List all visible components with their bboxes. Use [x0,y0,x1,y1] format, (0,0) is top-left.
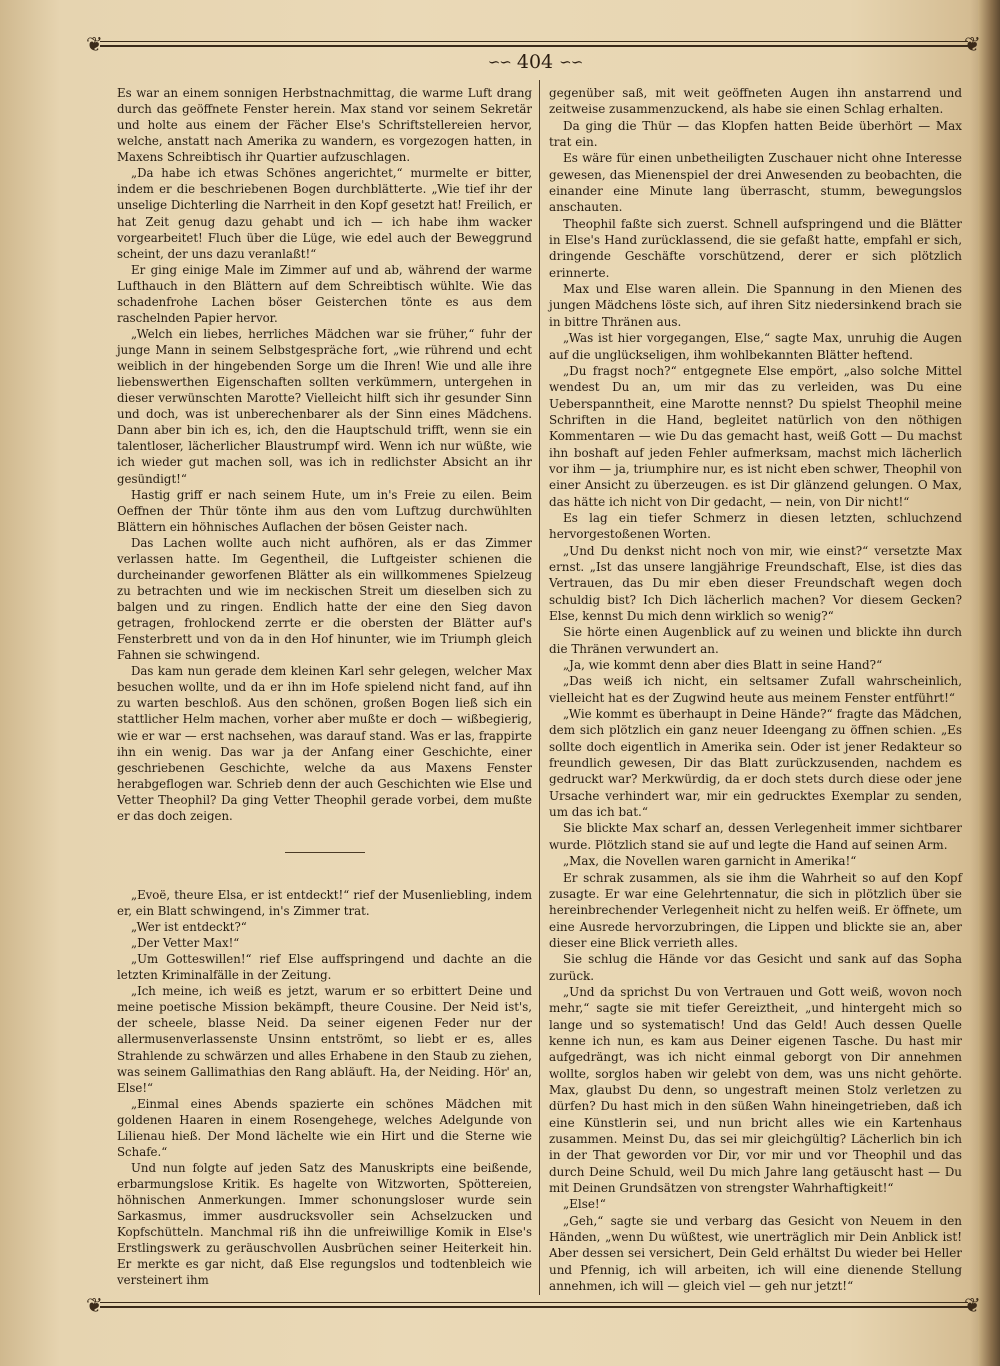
column-divider [539,80,540,1295]
paragraph: Sie hörte einen Augenblick auf zu weinen und blickte ihn durch die Thränen verwundert an. [549,625,962,656]
paragraph: „Was ist hier vorgegangen, Else,“ sagte Max, unruhig die Augen auf die unglückseligen, ihm wohlbekannten Blätter heftend. [549,331,962,362]
paragraph: „Wer ist entdeckt?“ [131,920,247,934]
paragraph: Und nun folgte auf jeden Satz des Manuskripts eine beißende, erbarmungslose Kritik. Es hagelte von Witzworten, Spöttereien, höhnischen Anmerkungen. Immer schonungsloser wurde sein Sarkasmus, immer ausdrucksvoller sein Achselzucken und Kopfschütteln. Manchmal riß ihn die unfreiwillige Komik in Else's Erstlingswerk zu geräuschvollen Ausbrüchen seiner Heiterkeit hin. Er merkte es gar nicht, daß Else regungslos und todtenbleich wie versteinert ihm [117,1160,532,1288]
corner-ornament-icon: ❦ [964,32,981,56]
paragraph: „Ja, wie kommt denn aber dies Blatt in seine Hand?“ [563,658,883,673]
paragraph: Da ging die Thür — das Klopfen hatten Beide überhört — Max trat ein. [549,118,962,150]
paragraph: „Und Du denkst nicht noch von mir, wie einst?“ versetzte Max ernst. „Ist das unsere langjährige Freundschaft, Else, ist dies das Vertrauen, das Du mir eben dieser Freundschaft wegen doch schuldig bist? Ich Dich lächerlich machen? Vor diesem Gecken? Else, kennst Du mich denn wirklich so wenig?“ [549,543,962,623]
left-column [117,85,532,1288]
top-border-rule-thick [100,45,968,47]
paragraph: „Da habe ich etwas Schönes angerichtet,“ murmelte er bitter, indem er die beschriebenen Bogen durchblätterte. „Wie tief ihr der unselige Dichterling die Narrheit in den Kopf gesetzt hat! Freilich, er hat Zeit genug dazu gehabt und ich — ich habe ihm wacker vorgearbeitet! Fluch über die Lüge, wie edel auch der Beweggrund scheint, der uns dazu veranlaßt!“ [117,166,532,261]
swirl-ornament-icon: ∽∽ [559,53,583,71]
bottom-border-rule [100,1302,968,1303]
paragraph: „Und da sprichst Du von Vertrauen und Gott weiß, wovon noch mehr,“ sagte sie mit tiefer Gereiztheit, „und hintergeht mich so lange und so systematisch! Und das Geld! Auch dessen Quelle kenne ich nun, es kam aus Deiner eigenen Tasche. Du hast mir aufgedrängt, was ich nicht einmal geborgt von Dir annehmen wollte, sorglos haben wir gelebt von dem, was uns nicht gehörte. Max, glaubst Du denn, so ungestraft meinen Stolz verletzen zu dürfen? Du hast mich in den süßen Wahn hineingetrieben, daß ich eine Künstlerin sei, und nun bricht alles wie ein Kartenhaus zusammen. Meinst Du, das sei mir gleichgültig? Lächerlich bin ich in der That geworden vor Dir, vor mir und vor Theophil und das durch Deine Schuld, weil Du mich Jahre lang getäuscht hast — Du mit Deinen Grundsätzen von strengster Wahrhaftigkeit!“ [549,984,962,1196]
corner-ornament-icon: ❦ [86,1293,103,1317]
paragraph: „Geh,“ sagte sie und verbarg das Gesicht von Neuem in den Händen, „wenn Du wüßtest, wie unerträglich mir Dein Anblick ist! Aber dessen sei versichert, Dein Geld erhältst Du wieder bei Heller und Pfennig, ich will arbeiten, ich will eine dienende Stellung annehmen, ich will — gleich viel — geh nur jetzt!“ [549,1213,962,1294]
paragraph: „Welch ein liebes, herrliches Mädchen war sie früher,“ fuhr der junge Mann in seinem Selbstgespräche fort, „wie rührend und echt weiblich in der hingebenden Sorge um die Ihren! Wie und alle ihre liebenswerthen Eigenschaften sollten verkümmern, untergehen in dieser verwünschten Marotte? Vielleicht hilft sich ihr gesunder Sinn und doch, was ist unberechenbarer als der Sinn eines Mädchens. Dann aber bin ich es, ich, den die Hauptschuld trifft, wenn sie ein talentloser, lächerlicher Blaustrumpf wird. Wenn ich nur wüßte, wie ich wieder gut machen soll, was ich in redlichster Absicht an ihr gesündigt!“ [117,326,532,486]
paragraph: Es lag ein tiefer Schmerz in diesen letzten, schluchzend hervorgestoßenen Worten. [549,510,962,542]
paragraph: Das kam nun gerade dem kleinen Karl sehr gelegen, welcher Max besuchen wollte, und da er ihn im Hofe spielend nicht fand, auf ihn zu warten beschloß. Aus den schönen, großen Bogen ließ sich ein stattlicher Helm machen, vorher aber mußte er doch — wißbegierig, wie er war — erst nachsehen, was darauf stand. Was er las, frappirte ihn ein wenig. Das war ja der Anfang einer Geschichte, einer geschriebenen Geschichte, welche da aus Maxens Fenster herabgeflogen war. Schrieb denn der auch Geschichten wie Else und Vetter Theophil? Da ging Vetter Theophil gerade vorbei, dem mußte er das doch zeigen. [117,664,532,823]
paragraph: „Ich meine, ich weiß es jetzt, warum er so erbittert Deine und meine poetische Mission bekämpft, theure Cousine. Der Neid ist's, der scheele, blasse Neid. Da seiner eigenen Feder nur der allermusenverlassenste Unsinn entströmt, so liebt er es, alles Strahlende zu schwärzen und alles Erhabene in den Staub zu ziehen, was seinem Gallimathias den Rang abläuft. Ha, der Neiding. Hör' an, Else!“ [117,984,532,1095]
right-column [549,85,962,1294]
paragraph: Es wäre für einen unbetheiligten Zuschauer nicht ohne Interesse gewesen, das Mienenspiel der drei Anwesenden zu beobachten, die einander eine Minute lang überrascht, stumm, bewegungslos anschauten. [549,151,962,215]
paragraph: Max und Else waren allein. Die Spannung in den Mienen des jungen Mädchens löste sich, auf ihren Sitz niedersinkend brach sie in bittre Thränen aus. [549,282,962,329]
bottom-border-rule-thick [100,1306,968,1308]
corner-ornament-icon: ❦ [964,1293,981,1317]
paragraph: Er ging einige Male im Zimmer auf und ab, während der warme Lufthauch in den Blättern auf dem Schreibtisch wühlte. Wie das schadenfrohe Lachen böser Geisterchen tönte es aus dem raschelnden Papier hervor. [117,262,532,325]
paragraph: „Das weiß ich nicht, ein seltsamer Zufall wahrscheinlich, vielleicht hat es der Zugwind heute aus meinem Fenster entführt!“ [549,674,962,705]
paragraph: Er schrak zusammen, als sie ihm die Wahrheit so auf den Kopf zusagte. Er war eine Gelehrtennatur, die sich in plötzlich über sie hereinbrechender Verlegenheit nicht zu helfen weiß. Er öffnete, um eine Ausrede hervorzubringen, die Lippen und blickte sie an, aber dieser eine Blick verrieth alles. [549,870,962,950]
paragraph: „Evoë, theure Elsa, er ist entdeckt!“ rief der Musenliebling, indem er, ein Blatt schwingend, in's Zimmer trat. [117,887,532,918]
page-header [470,50,600,74]
paragraph: Theophil faßte sich zuerst. Schnell aufspringend und die Blätter in Else's Hand zurücklassend, die sie gefaßt hatte, empfahl er sich, dringende Geschäfte vorschützend, derer er sich plötzlich erinnerte. [549,216,962,280]
paragraph: „Else!“ [563,1197,606,1212]
paragraph: „Du fragst noch?“ entgegnete Else empört, „also solche Mittel wendest Du an, um mir das zu verleiden, was Du eine Ueberspanntheit, eine Marotte nennst? Du spielst Theophil meine Schriften in die Hand, begleitet natürlich von den nöthigen Kommentaren — wie Du das gemacht hast, weiß Gott — Du machst ihn boshaft auf jeden Fehler aufmerksam, machst mich lächerlich vor ihm — ja, triumphire nur, es ist nicht eben schwer, Theophil von einer Ansicht zu überzeugen. es ist Dir glänzend gelungen. O Max, das hätte ich nicht von Dir gedacht, — nein, von Dir nicht!“ [549,363,962,509]
paragraph: „Der Vetter Max!“ [131,936,240,951]
paragraph: Sie schlug die Hände vor das Gesicht und sank auf das Sopha zurück. [549,952,962,983]
swirl-ornament-icon: ∽∽ [487,53,511,71]
paragraph: „Wie kommt es überhaupt in Deine Hände?“ fragte das Mädchen, dem sich plötzlich ein ganz neuer Ideengang zu öffnen schien. „Es sollte doch eigentlich in Amerika sein. Oder ist jener Redakteur so freundlich gewesen, Dir das Blatt zurückzusenden, nachdem es gedruckt war? Merkwürdig, da er doch stets durch diese oder jene Ursache verhindert war, mir ein gedrucktes Exemplar zu senden, um das ich bat.“ [549,707,962,820]
paragraph: Das Lachen wollte auch nicht aufhören, als er das Zimmer verlassen hatte. Im Gegentheil, die Luftgeister schienen die durcheinander geworfenen Blätter als ein willkommenes Spielzeug zu betrachten und wie im neckischen Streit um dieselben sich zu balgen und zu ringen. Endlich hatte der eine den Sieg davon getragen, frohlockend zerrte er die obersten der Blätter auf's Fensterbrett und von da in den Hof hinunter, wie im Triumph gleich Fahnen sie schwingend. [117,535,532,663]
paragraph: Hastig griff er nach seinem Hute, um in's Freie zu eilen. Beim Oeffnen der Thür tönte ihm aus den vom Luftzug durchwühlten Blättern ein höhnisches Auflachen der bösen Geister nach. [117,487,532,534]
section-separator [285,852,365,853]
paragraph: Es war an einem sonnigen Herbstnachmittag, die warme Luft drang durch das geöffnete Fenster herein. Max stand vor seinem Sekretär und holte aus einem der Fächer Else's Schriftstellereien hervor, welche, anstatt nach Amerika zu wandern, es vorgezogen hatten, in Maxens Schreibtisch ihr Quartier aufzuschlagen. [117,86,532,165]
paragraph: „Einmal eines Abends spazierte ein schönes Mädchen mit goldenen Haaren in einem Rosengehege, welches Adelgunde von Lilienau hieß. Der Mond lächelte wie ein Hirt und die Sterne wie Schafe.“ [117,1096,532,1159]
corner-ornament-icon: ❦ [86,32,103,56]
paragraph: Sie blickte Max scharf an, dessen Verlegenheit immer sichtbarer wurde. Plötzlich stand sie auf und legte die Hand auf seinen Arm. [549,821,962,852]
paragraph: gegenüber saß, mit weit geöffneten Augen ihn anstarrend und zeitweise zusammenzuckend, als habe sie einen Schlag erhalten. [549,86,962,117]
paragraph: „Max, die Novellen waren garnicht in Amerika!“ [563,854,857,869]
book-spine [978,0,1000,1366]
paragraph: „Um Gotteswillen!“ rief Else auffspringend und dachte an die letzten Kriminalfälle in der Zeitung. [117,952,532,983]
top-border-rule [100,41,968,42]
page-number: 404 [516,51,554,73]
